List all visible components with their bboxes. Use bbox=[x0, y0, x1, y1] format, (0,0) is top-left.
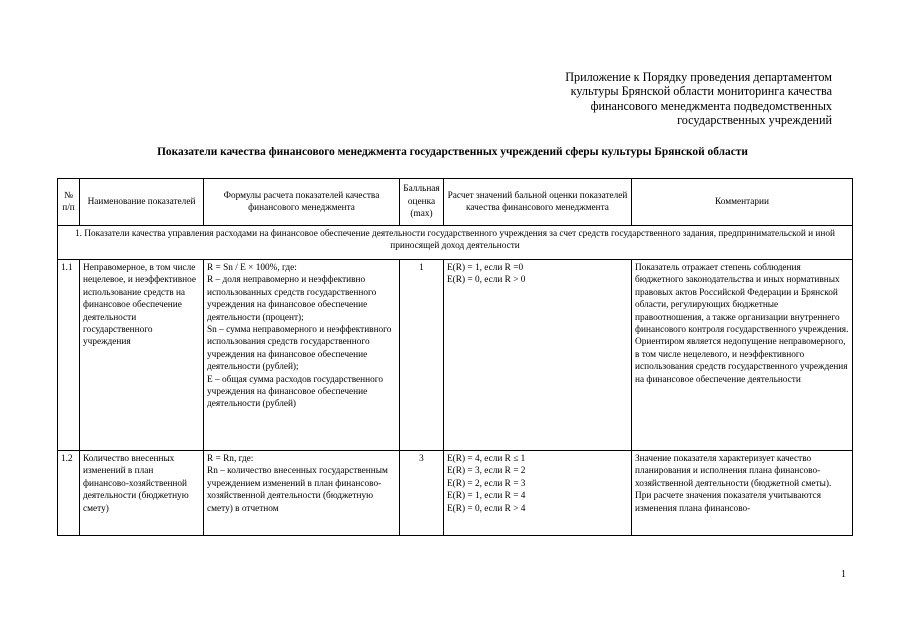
row-score: 3 bbox=[400, 451, 444, 536]
formula-line: R – доля неправомерно и неэффективно использованных средств государственного учреждения на финансовое обеспечение деятельности (процент); bbox=[207, 275, 377, 323]
appendix-note bbox=[532, 70, 832, 128]
appendix-line: культуры Брянской области мониторинга качества bbox=[570, 84, 832, 99]
section-row bbox=[58, 226, 853, 260]
comment-paragraph: Значение показателя характеризует качество планирования и исполнения плана финансово-хозяйственной деятельности (бюджетной сметы). bbox=[635, 454, 832, 489]
formula-line: E – общая сумма расходов государственного учреждения на финансовое обеспечение деятельности (рублей) bbox=[207, 374, 383, 410]
calc-line: E(R) = 2, если R = 3 bbox=[447, 478, 526, 489]
row-calc bbox=[444, 260, 632, 451]
row-comment bbox=[632, 451, 853, 536]
indicators-table bbox=[57, 178, 853, 536]
comment-paragraph: Показатель отражает степень соблюдения бюджетного законодательства и иных нормативных правовых актов Российской Федерации и Брянской области, регулирующих бюджетные правоотношения, а также организации внутреннего финансового контроля государственного учреждения. bbox=[635, 263, 849, 336]
table-header-row bbox=[58, 179, 853, 226]
row-num: 1.1 bbox=[58, 260, 80, 451]
table-row bbox=[58, 260, 853, 451]
row-comment bbox=[632, 260, 853, 451]
appendix-line: государственных учреждений bbox=[677, 113, 832, 128]
formula-line: Sn – сумма неправомерного и неэффективного использования средств государственного учреждения на финансовое обеспечение деятельности (рублей); bbox=[207, 325, 392, 373]
formula-line: R = Sn / E × 100%, где: bbox=[207, 263, 297, 273]
appendix-line: финансового менеджмента подведомственных bbox=[590, 98, 832, 113]
formula-line: R = Rn, где: bbox=[207, 454, 254, 464]
section-title: 1. Показатели качества управления расходами на финансовое обеспечение деятельности государственного учреждения за счет средств государственного задания, предпринимательской и иной приносящей доход деятельности bbox=[58, 226, 853, 260]
calc-line: E(R) = 3, если R = 2 bbox=[447, 466, 526, 477]
document-title: Показатели качества финансового менеджмента государственных учреждений сферы культуры Брянской области bbox=[157, 146, 748, 158]
row-calc bbox=[444, 451, 632, 536]
comment-paragraph: При расчете значения показателя учитываются изменения плана финансово- bbox=[635, 491, 821, 514]
row-formula bbox=[204, 451, 400, 536]
row-formula bbox=[204, 260, 400, 451]
appendix-line: Приложение к Порядку проведения департаментом bbox=[565, 70, 832, 84]
page-number: 1 bbox=[841, 569, 846, 580]
calc-line: E(R) = 1, если R = 4 bbox=[447, 491, 526, 502]
calc-line: E(R) = 4, если R ≤ 1 bbox=[447, 454, 526, 464]
calc-line: E(R) = 0, если R > 0 bbox=[447, 275, 526, 286]
header-formula: Формулы расчета показателей качества финансового менеджмента bbox=[204, 179, 400, 226]
row-name: Количество внесенных изменений в план финансово-хозяйственной деятельности (бюджетную смету) bbox=[80, 451, 204, 536]
calc-line: E(R) = 0, если R > 4 bbox=[447, 503, 526, 514]
comment-paragraph: Ориентиром является недопущение неправомерного, в том числе нецелевого, и неэффективного использования средств государственного учреждения на финансовое обеспечение деятельности bbox=[635, 337, 848, 385]
table-row bbox=[58, 451, 853, 536]
header-comment: Комментарии bbox=[632, 179, 853, 226]
header-score: Балльная оценка (max) bbox=[400, 179, 444, 226]
header-name: Наименование показателей bbox=[80, 179, 204, 226]
row-num: 1.2 bbox=[58, 451, 80, 536]
header-calc: Расчет значений бальной оценки показателей качества финансового менеджмента bbox=[444, 179, 632, 226]
calc-line: E(R) = 1, если R =0 bbox=[447, 263, 524, 273]
formula-line: Rn – количество внесенных государственным учреждением изменений в план финансово-хозяйственной деятельности (бюджетную смету) в отчетном bbox=[207, 466, 388, 514]
row-score: 1 bbox=[400, 260, 444, 451]
row-name: Неправомерное, в том числе нецелевое, и неэффективное использование средств на финансовое обеспечение деятельности государственного учреждения bbox=[80, 260, 204, 451]
header-num: № п/п bbox=[58, 179, 80, 226]
